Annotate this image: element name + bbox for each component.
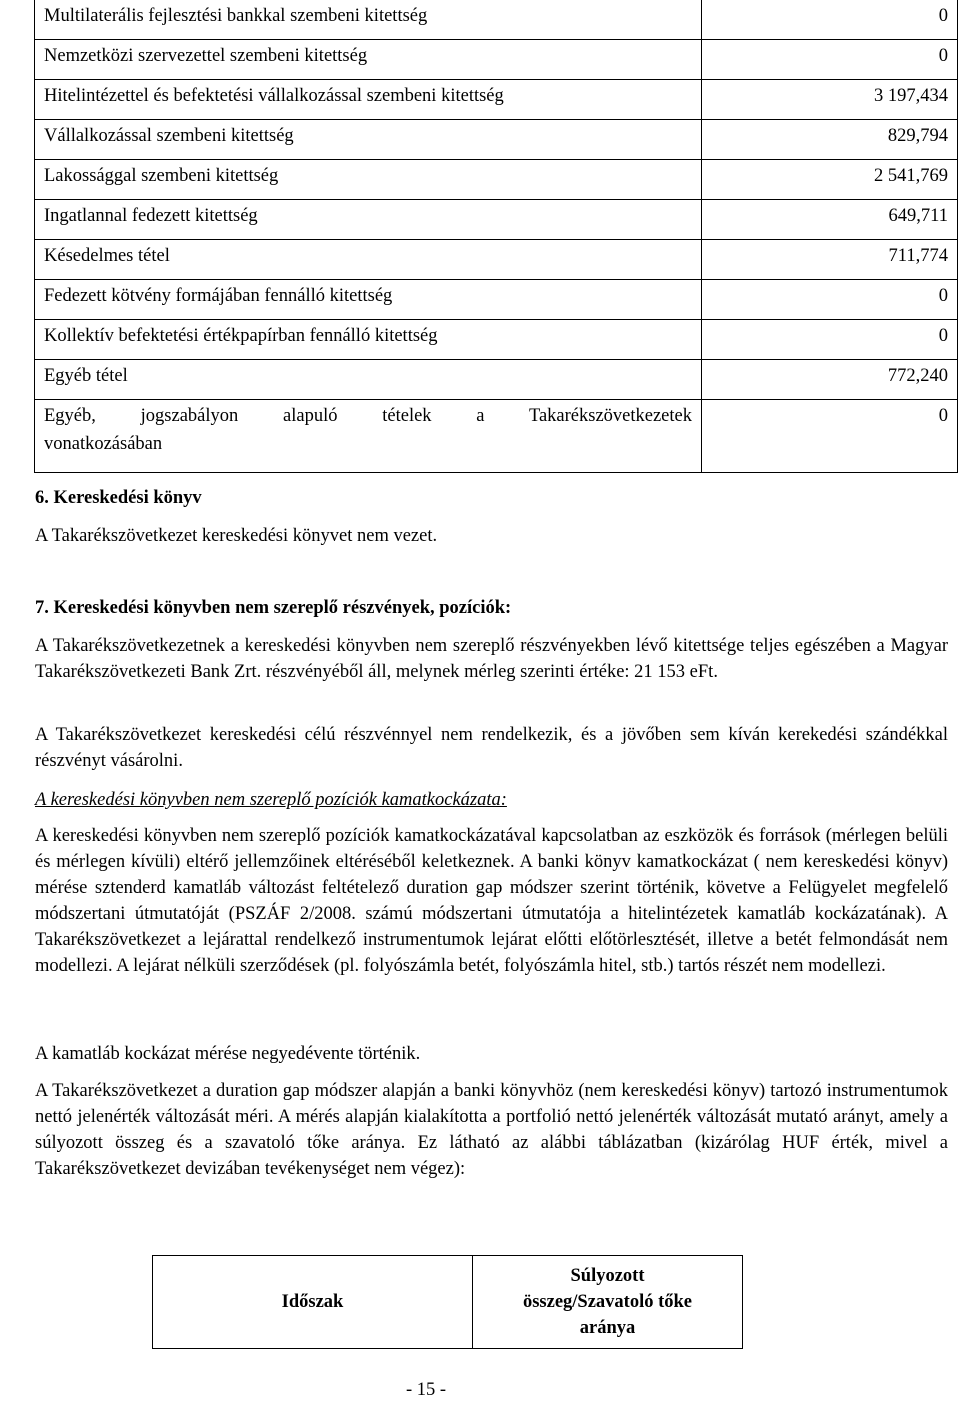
exposure-label-line2: vonatkozásában [44, 434, 163, 454]
exposure-label: Késedelmes tétel [35, 240, 702, 280]
section-7-subheading: A kereskedési könyvben nem szereplő pozíciók kamatkockázata: [35, 790, 507, 810]
exposure-label: Hitelintézettel és befektetési vállalkozással szembeni kitettség [35, 80, 702, 120]
period-table [152, 1255, 743, 1349]
table-row [35, 0, 958, 40]
exposure-label-line1: Egyéb, jogszabályon alapuló tételek a Takarékszövetkezetek [44, 406, 692, 426]
table-row [35, 40, 958, 80]
exposure-value: 829,794 [702, 120, 958, 160]
section-7-paragraph-3: A kereskedési könyvben nem szereplő pozíciók kamatkockázatával kapcsolatban az eszközök és források (mérlegen belüli és mérlegen kívüli) eltérő jellemzőinek eltéréséből keletkeznek. A banki könyv kamatkockázat ( nem kereskedési könyv) mérése sztenderd kamatláb változást feltételező duration gap módszer szerint történik, követve a Felügyelet megfelelő módszertani útmutatóját (PSZÁF 2/2008. számú módszertani útmutatója a hitelintézetek kamatláb kockázatának). A Takarékszövetkezet a lejárattal rendelkező instrumentumok lejárat előtti előtörlesztését, illetve a betét felmondását nem modellezi. A lejárat nélküli szerződések (pl. folyószámla betét, folyószámla hitel, stb.) tartós részét nem modellezi. [35, 826, 948, 976]
table-row [35, 200, 958, 240]
period-column-header: Időszak [153, 1256, 473, 1349]
exposure-label: Multilaterális fejlesztési bankkal szembeni kitettség [35, 0, 702, 40]
exposure-value: 2 541,769 [702, 160, 958, 200]
exposure-value: 3 197,434 [702, 80, 958, 120]
exposure-value: 649,711 [702, 200, 958, 240]
section-7-paragraph-4: A kamatláb kockázat mérése negyedévente történik. [35, 1044, 421, 1064]
exposure-label: Fedezett kötvény formájában fennálló kitettség [35, 280, 702, 320]
table-row [35, 240, 958, 280]
exposure-value: 711,774 [702, 240, 958, 280]
section-7-heading: 7. Kereskedési könyvben nem szereplő részvények, pozíciók: [35, 598, 512, 618]
table-row [35, 400, 958, 473]
section-7-paragraph-2: A Takarékszövetkezet kereskedési célú részvénnyel nem rendelkezik, és a jövőben sem kíván kerekedési szándékkal részvényt vásárolni. [35, 725, 948, 771]
exposure-label: Vállalkozással szembeni kitettség [35, 120, 702, 160]
table-row [35, 160, 958, 200]
ratio-header-line2: összeg/Szavatoló tőke [522, 1292, 693, 1312]
exposure-label: Kollektív befektetési értékpapírban fennálló kitettség [35, 320, 702, 360]
ratio-column-header [473, 1256, 743, 1349]
exposure-value: 0 [702, 400, 958, 473]
section-7-paragraph-5: A Takarékszövetkezet a duration gap módszer alapján a banki könyvhöz (nem kereskedési könyv) tartozó instrumentumok nettó jelenérték változását méri. A mérés alapján kialakította a portfolió nettó jelenérték változását mutató arányt, amely a súlyozott összeg és a szavatoló tőke aránya. Ez látható az alábbi táblázatban (kizárólag HUF érték, mivel a Takarékszövetkezet devizában tevékenységet nem végez): [35, 1081, 948, 1179]
exposure-label: Egyéb tétel [35, 360, 702, 400]
table-row [35, 120, 958, 160]
exposure-value: 0 [702, 320, 958, 360]
ratio-header-line1: Súlyozott [570, 1266, 645, 1286]
table-row [35, 360, 958, 400]
table-row [35, 320, 958, 360]
section-7-paragraph-1: A Takarékszövetkezetnek a kereskedési könyvben nem szereplő részvényekben lévő kitettsége teljes egészében a Magyar Takarékszövetkezeti Bank Zrt. részvényéből áll, melynek mérleg szerinti értéke: 21 153 eFt. [35, 636, 948, 682]
table-header-row [153, 1256, 743, 1349]
exposure-table [34, 0, 958, 473]
exposure-label: Ingatlannal fedezett kitettség [35, 200, 702, 240]
exposure-value: 0 [702, 40, 958, 80]
exposure-label [35, 400, 702, 473]
exposure-label: Lakossággal szembeni kitettség [35, 160, 702, 200]
section-6-heading: 6. Kereskedési könyv [35, 488, 202, 508]
table-row [35, 80, 958, 120]
table-row [35, 280, 958, 320]
exposure-label: Nemzetközi szervezettel szembeni kitettség [35, 40, 702, 80]
section-6-text: A Takarékszövetkezet kereskedési könyvet nem vezet. [35, 526, 438, 546]
ratio-header-line3: aránya [579, 1318, 636, 1338]
exposure-value: 0 [702, 280, 958, 320]
page-number: - 15 - [405, 1380, 447, 1400]
exposure-value: 772,240 [702, 360, 958, 400]
exposure-value: 0 [702, 0, 958, 40]
